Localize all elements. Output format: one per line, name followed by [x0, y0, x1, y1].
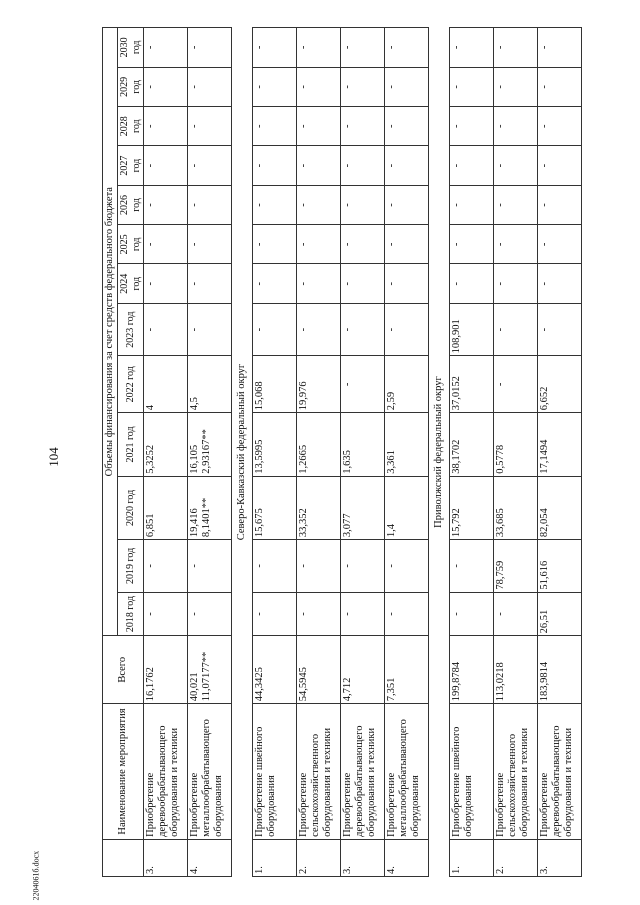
row-number: 3.: [538, 839, 582, 876]
row-number: 3.: [144, 839, 188, 876]
row-value: -: [494, 107, 538, 146]
row-value: -: [341, 67, 385, 106]
row-value: -: [341, 303, 385, 356]
row-value: -: [385, 146, 429, 185]
section-title: Северо-Кавказский федеральный округ: [232, 28, 253, 877]
row-value: -: [538, 28, 582, 68]
row-value: -: [538, 264, 582, 303]
row-number: 4.: [385, 839, 429, 876]
header-year: 2029 год: [118, 67, 144, 106]
row-value: -: [341, 107, 385, 146]
row-value: -: [144, 303, 188, 356]
row-value: -: [188, 185, 232, 224]
header-year: 2024 год: [118, 264, 144, 303]
row-value: -: [253, 28, 297, 68]
row-value: -: [341, 264, 385, 303]
row-value: -: [297, 28, 341, 68]
row-number: 2.: [297, 839, 341, 876]
row-value: -: [144, 28, 188, 68]
row-value: 26,51: [538, 592, 582, 636]
row-value: -: [253, 225, 297, 264]
page-number: 104: [46, 447, 61, 467]
row-value: -: [450, 185, 494, 224]
row-value: 16,105 2,93167**: [188, 413, 232, 476]
row-value: 78,759: [494, 540, 538, 593]
row-value: -: [341, 185, 385, 224]
row-value: -: [494, 303, 538, 356]
row-value: -: [385, 225, 429, 264]
row-value: 1,2665: [297, 413, 341, 476]
row-value: 19,976: [297, 356, 341, 413]
table-row: [144, 28, 188, 877]
row-total: 183,9814: [538, 636, 582, 704]
row-value: -: [385, 67, 429, 106]
row-value: 3,077: [341, 476, 385, 539]
header-total: Всего: [103, 636, 144, 704]
section-row: [429, 28, 450, 877]
table-row: [253, 28, 297, 877]
row-value: -: [253, 303, 297, 356]
header-year: 2030 год: [118, 28, 144, 68]
row-name: Приобретение металлообрабатывающего оборудования: [385, 704, 429, 840]
row-value: -: [144, 540, 188, 593]
row-value: -: [385, 107, 429, 146]
row-value: -: [188, 107, 232, 146]
row-name: Приобретение металлообрабатывающего оборудования: [188, 704, 232, 840]
row-value: 0,5778: [494, 413, 538, 476]
row-value: -: [341, 225, 385, 264]
row-name: Приобретение сельскохозяйственного оборудования и техники: [494, 704, 538, 840]
header-year: 2019 год: [118, 540, 144, 593]
header-year: 2021 год: [118, 413, 144, 476]
table-row: [538, 28, 582, 877]
row-number: 2.: [494, 839, 538, 876]
table-row: [188, 28, 232, 877]
row-total: 40,021 11,07177**: [188, 636, 232, 704]
section-title: Приволжский федеральный округ: [429, 28, 450, 877]
row-value: -: [341, 356, 385, 413]
table-row: [341, 28, 385, 877]
row-value: -: [494, 67, 538, 106]
row-value: -: [253, 146, 297, 185]
row-value: -: [188, 28, 232, 68]
row-name: Приобретение деревообрабатывающего оборудования и техники: [341, 704, 385, 840]
row-value: -: [341, 540, 385, 593]
row-value: -: [341, 592, 385, 636]
row-value: -: [253, 67, 297, 106]
table-row: [450, 28, 494, 877]
row-value: 17,1494: [538, 413, 582, 476]
footer-filename: 2204061б.docx: [31, 850, 41, 901]
row-value: -: [450, 592, 494, 636]
row-value: -: [538, 67, 582, 106]
row-value: -: [341, 28, 385, 68]
row-value: 2,59: [385, 356, 429, 413]
row-value: -: [494, 356, 538, 413]
row-value: -: [385, 185, 429, 224]
row-value: 13,5995: [253, 413, 297, 476]
header-year: 2028 год: [118, 107, 144, 146]
row-value: -: [144, 146, 188, 185]
row-value: -: [253, 107, 297, 146]
row-total: 4,712: [341, 636, 385, 704]
header-year: 2023 год: [118, 303, 144, 356]
row-value: -: [188, 592, 232, 636]
row-value: 15,068: [253, 356, 297, 413]
header-year: 2018 год: [118, 592, 144, 636]
row-value: 5,3252: [144, 413, 188, 476]
rotated-table-container: [102, 27, 582, 877]
row-value: -: [144, 67, 188, 106]
row-value: -: [297, 225, 341, 264]
header-year: 2020 год: [118, 476, 144, 539]
financing-table: [102, 27, 582, 877]
row-value: 82,054: [538, 476, 582, 539]
row-value: -: [385, 540, 429, 593]
row-name: Приобретение деревообрабатывающего оборудования и техники: [538, 704, 582, 840]
row-value: -: [450, 264, 494, 303]
row-value: 108,901: [450, 303, 494, 356]
row-number: 1.: [253, 839, 297, 876]
row-value: -: [188, 146, 232, 185]
row-value: -: [253, 185, 297, 224]
row-value: -: [494, 264, 538, 303]
row-value: -: [144, 185, 188, 224]
row-value: 4: [144, 356, 188, 413]
row-value: 33,352: [297, 476, 341, 539]
row-value: -: [297, 107, 341, 146]
row-value: -: [385, 592, 429, 636]
header-year: 2026 год: [118, 185, 144, 224]
row-name: Приобретение швейного оборудования: [253, 704, 297, 840]
row-value: -: [297, 592, 341, 636]
row-value: -: [297, 67, 341, 106]
row-value: -: [450, 146, 494, 185]
row-value: -: [385, 264, 429, 303]
row-value: 15,675: [253, 476, 297, 539]
row-value: -: [188, 303, 232, 356]
row-total: 199,8784: [450, 636, 494, 704]
row-name: Приобретение сельскохозяйственного оборудования и техники: [297, 704, 341, 840]
row-value: 6,652: [538, 356, 582, 413]
row-value: -: [188, 264, 232, 303]
row-value: -: [538, 303, 582, 356]
row-total: 113,0218: [494, 636, 538, 704]
section-row: [232, 28, 253, 877]
row-value: -: [450, 107, 494, 146]
row-value: -: [341, 146, 385, 185]
row-value: -: [450, 67, 494, 106]
header-name: Наименование мероприятия: [103, 704, 144, 840]
header-no: [103, 839, 144, 876]
row-value: -: [297, 185, 341, 224]
row-value: -: [144, 592, 188, 636]
row-value: 1,4: [385, 476, 429, 539]
row-value: 38,1702: [450, 413, 494, 476]
row-number: 3.: [341, 839, 385, 876]
row-value: -: [450, 540, 494, 593]
row-value: -: [494, 146, 538, 185]
row-value: 3,361: [385, 413, 429, 476]
row-value: -: [144, 264, 188, 303]
table-row: [494, 28, 538, 877]
row-value: -: [297, 540, 341, 593]
row-total: 44,3425: [253, 636, 297, 704]
row-value: -: [188, 225, 232, 264]
row-value: -: [297, 303, 341, 356]
row-number: 4.: [188, 839, 232, 876]
row-value: -: [450, 28, 494, 68]
row-value: -: [538, 185, 582, 224]
header-year: 2027 год: [118, 146, 144, 185]
row-number: 1.: [450, 839, 494, 876]
row-value: -: [188, 540, 232, 593]
row-total: 54,5945: [297, 636, 341, 704]
row-total: 16,1762: [144, 636, 188, 704]
row-value: 33,685: [494, 476, 538, 539]
row-value: 51,616: [538, 540, 582, 593]
table-row: [297, 28, 341, 877]
row-value: 1,635: [341, 413, 385, 476]
row-value: 19,416 8,1401**: [188, 476, 232, 539]
row-value: -: [144, 225, 188, 264]
row-value: -: [385, 303, 429, 356]
header-group: Объемы финансирования за счет средств федерального бюджета: [103, 28, 118, 636]
table-body: [144, 28, 582, 877]
row-value: -: [494, 28, 538, 68]
row-value: -: [494, 225, 538, 264]
row-value: -: [297, 264, 341, 303]
row-value: -: [144, 107, 188, 146]
row-value: 37,0152: [450, 356, 494, 413]
row-name: Приобретение швейного оборудования: [450, 704, 494, 840]
row-value: 6,851: [144, 476, 188, 539]
row-value: -: [538, 225, 582, 264]
table-row: [385, 28, 429, 877]
row-value: -: [253, 592, 297, 636]
row-value: -: [297, 146, 341, 185]
row-value: -: [253, 540, 297, 593]
row-value: -: [538, 107, 582, 146]
header-year: 2022 год: [118, 356, 144, 413]
row-value: 15,792: [450, 476, 494, 539]
row-value: -: [188, 67, 232, 106]
row-value: -: [494, 185, 538, 224]
row-value: 4,5: [188, 356, 232, 413]
row-value: -: [253, 264, 297, 303]
row-value: -: [450, 225, 494, 264]
row-name: Приобретение деревообрабатывающего оборудования и техники: [144, 704, 188, 840]
row-value: -: [538, 146, 582, 185]
header-year: 2025 год: [118, 225, 144, 264]
row-value: -: [385, 28, 429, 68]
row-value: -: [494, 592, 538, 636]
row-total: 7,351: [385, 636, 429, 704]
